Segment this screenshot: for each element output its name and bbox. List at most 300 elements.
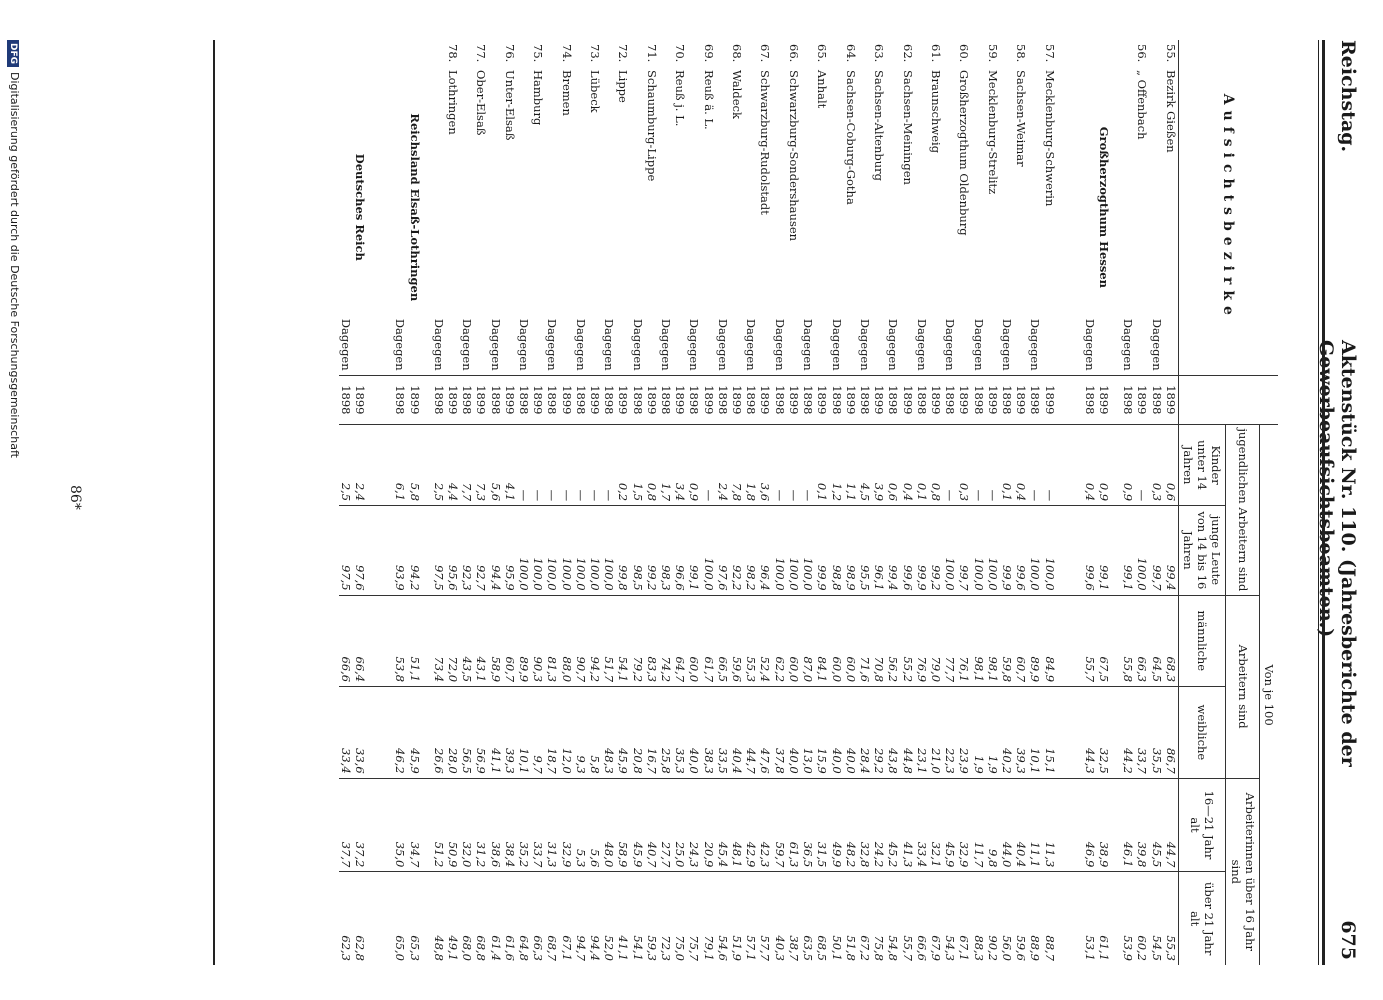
row-dagegen (744, 40, 758, 375)
row-value: 59,8 (1000, 595, 1014, 687)
row-name (872, 40, 886, 375)
dagegen-label: Dagegen (393, 318, 408, 371)
row-value: 98,3 (659, 506, 673, 595)
row-year: 1898 (858, 375, 872, 424)
row-gap (422, 40, 432, 965)
row-number: 58. (1014, 44, 1029, 63)
row-year: 1899 (673, 375, 687, 424)
row-value: 51,9 (730, 872, 744, 965)
row-value: 99,7 (957, 506, 971, 595)
row-dagegen (1149, 40, 1163, 375)
row-value: 67,2 (858, 872, 872, 965)
row-value: 23,1 (915, 687, 929, 779)
row-name (531, 40, 545, 375)
row-value: 95,6 (446, 506, 460, 595)
row-value: 100,0 (517, 506, 531, 595)
table-row (957, 40, 971, 965)
row-value: 4,1 (503, 425, 517, 506)
col-year (1178, 375, 1278, 424)
table-row (588, 40, 602, 965)
row-value: 0,6 (1164, 425, 1179, 506)
row-name (701, 40, 715, 375)
row-value: 100,0 (574, 506, 588, 595)
row-label: Reichsland Elsaß-Lothringen (407, 113, 422, 302)
table-row (673, 40, 687, 965)
row-value: 65,3 (407, 872, 421, 965)
col-arbeiterinnen: Arbeiterinnen über 16 Jahr sind (1226, 778, 1259, 965)
row-value: 50,9 (446, 778, 460, 872)
row-value: — (1042, 425, 1056, 506)
row-value: 9,8 (986, 778, 1000, 872)
row-value: 100,0 (943, 506, 957, 595)
row-value: 66,6 (339, 595, 353, 687)
row-value: 0,4 (1014, 425, 1028, 506)
row-value: — (559, 425, 573, 506)
row-dagegen (488, 40, 502, 375)
row-label: Ober-Elsaß (474, 70, 489, 136)
row-value: 31,2 (474, 778, 488, 872)
row-value: 100,0 (1135, 506, 1149, 595)
row-label: Sachsen-Meiningen (900, 70, 915, 185)
row-number: 60. (957, 44, 972, 63)
row-name (407, 40, 421, 375)
row-value: — (574, 425, 588, 506)
table-row (407, 40, 421, 965)
row-number: 63. (872, 44, 887, 63)
row-dagegen (1028, 40, 1042, 375)
row-dagegen (971, 40, 985, 375)
row-value: 26,6 (432, 687, 446, 779)
row-value: 33,7 (531, 778, 545, 872)
dagegen-label: Dagegen (744, 318, 759, 371)
row-value: — (1135, 425, 1149, 506)
row-label: Schaumburg-Lippe (644, 70, 659, 182)
row-name (1164, 40, 1179, 375)
row-label: Braunschweig (928, 70, 943, 154)
col-arbeiter: Arbeitern sind (1226, 595, 1259, 778)
row-year: 1899 (1097, 375, 1111, 424)
table-row (602, 40, 616, 965)
row-year: 1898 (943, 375, 957, 424)
row-value: 40,2 (1000, 687, 1014, 779)
row-value: 76,9 (915, 595, 929, 687)
row-year: 1898 (488, 375, 502, 424)
row-value: 0,6 (886, 425, 900, 506)
row-dagegen (943, 40, 957, 375)
row-year: 1898 (1083, 375, 1097, 424)
row-value: 28,4 (858, 687, 872, 779)
row-label: Waldeck (730, 70, 745, 119)
table-row (687, 40, 701, 965)
row-label: Mecklenburg-Schwerin (1042, 70, 1057, 207)
row-value: 58,9 (616, 778, 630, 872)
row-value: 59,3 (645, 872, 659, 965)
row-value: 48,1 (730, 778, 744, 872)
row-value: 65,0 (393, 872, 407, 965)
row-value: 97,5 (432, 506, 446, 595)
row-value: 94,7 (574, 872, 588, 965)
row-value: 44,3 (1083, 687, 1097, 779)
row-value: 100,0 (1028, 506, 1042, 595)
row-value: 99,7 (1149, 506, 1163, 595)
row-label: Lübeck (588, 70, 603, 113)
row-year: 1899 (815, 375, 829, 424)
row-value: 42,9 (744, 778, 758, 872)
row-value: 72,0 (446, 595, 460, 687)
row-value: — (545, 425, 559, 506)
row-value: 31,3 (545, 778, 559, 872)
dagegen-label: Dagegen (687, 318, 702, 371)
row-value: — (588, 425, 602, 506)
row-value: 60,0 (687, 595, 701, 687)
row-number: 74. (559, 44, 574, 63)
row-name (986, 40, 1000, 375)
row-value: 90,3 (531, 595, 545, 687)
row-value: 67,5 (1097, 595, 1111, 687)
row-year: 1899 (1042, 375, 1056, 424)
table-row (744, 40, 758, 965)
row-value: 39,3 (503, 687, 517, 779)
table-row (1028, 40, 1042, 965)
row-value: 45,5 (1149, 778, 1163, 872)
digitization-footer (7, 40, 21, 458)
row-value: 53,8 (393, 595, 407, 687)
row-value: 68,3 (1164, 595, 1179, 687)
col-maennliche: männliche (1178, 595, 1226, 687)
row-value: 61,3 (787, 778, 801, 872)
row-number: 65. (815, 44, 830, 63)
row-value: 35,0 (393, 778, 407, 872)
row-label: Sachsen-Weimar (1014, 70, 1029, 167)
row-number: 77. (474, 44, 489, 63)
table-row (943, 40, 957, 965)
row-value: 56,0 (1000, 872, 1014, 965)
table-row (1121, 40, 1135, 965)
row-value: 18,7 (545, 687, 559, 779)
row-value: 37,8 (773, 687, 787, 779)
dfg-logo: DFG (7, 40, 19, 67)
row-value: 2,5 (432, 425, 446, 506)
row-label: Bremen (559, 70, 574, 116)
row-value: 99,2 (929, 506, 943, 595)
row-year: 1899 (407, 375, 421, 424)
row-value: 99,9 (1000, 506, 1014, 595)
row-value: 92,3 (460, 506, 474, 595)
row-value: 41,1 (616, 872, 630, 965)
row-year: 1898 (744, 375, 758, 424)
row-value: — (531, 425, 545, 506)
row-value: 99,9 (815, 506, 829, 595)
row-value: 88,0 (559, 595, 573, 687)
row-value: 29,2 (872, 687, 886, 779)
row-value: 67,9 (929, 872, 943, 965)
row-value: 40,0 (687, 687, 701, 779)
row-value: 100,0 (701, 506, 715, 595)
row-value: 0,1 (915, 425, 929, 506)
row-value: 40,4 (1014, 778, 1028, 872)
row-value: 99,6 (1014, 506, 1028, 595)
row-value: 47,6 (758, 687, 772, 779)
row-value: 49,9 (829, 778, 843, 872)
rule-top-thin (1318, 40, 1319, 965)
row-year: 1899 (353, 375, 367, 424)
row-value: 64,7 (673, 595, 687, 687)
row-value: 98,8 (829, 506, 843, 595)
row-value: — (986, 425, 1000, 506)
row-dagegen (886, 40, 900, 375)
page-number-bottom: 86* (67, 485, 83, 510)
row-value: 79,0 (929, 595, 943, 687)
table-row (815, 40, 829, 965)
row-value: 50,1 (829, 872, 843, 965)
row-value: 1,9 (971, 687, 985, 779)
row-dagegen (915, 40, 929, 375)
row-value: 86,7 (1164, 687, 1179, 779)
dagegen-label: Dagegen (630, 318, 645, 371)
table-row (393, 40, 407, 965)
row-value: 1,5 (630, 425, 644, 506)
row-dagegen (393, 40, 407, 375)
row-value: 44,0 (1000, 778, 1014, 872)
row-year: 1898 (773, 375, 787, 424)
row-year: 1898 (574, 375, 588, 424)
row-value: 45,9 (407, 687, 421, 779)
row-value: 34,7 (407, 778, 421, 872)
col-16-21: 16—21 Jahr alt (1178, 778, 1226, 872)
row-value: 66,6 (915, 872, 929, 965)
row-value: 38,3 (701, 687, 715, 779)
row-value: 100,0 (588, 506, 602, 595)
row-value: 6,1 (393, 425, 407, 506)
row-dagegen (1000, 40, 1014, 375)
row-value: 94,4 (588, 872, 602, 965)
row-name (1097, 40, 1111, 375)
row-value: 54,1 (630, 872, 644, 965)
row-value: 60,7 (1014, 595, 1028, 687)
row-value: 75,0 (673, 872, 687, 965)
row-value: 5,8 (588, 687, 602, 779)
row-value: — (517, 425, 531, 506)
row-year: 1899 (929, 375, 943, 424)
col-jugendliche: jugendlichen Arbeitern sind (1226, 425, 1259, 595)
col-kinder: Kinder unter 14 Jahren (1178, 425, 1226, 506)
row-year: 1899 (844, 375, 858, 424)
row-value: 67,1 (957, 872, 971, 965)
row-value: 44,7 (1164, 778, 1179, 872)
row-value: 98,1 (971, 595, 985, 687)
row-number: 62. (900, 44, 915, 63)
row-value: 32,9 (957, 778, 971, 872)
row-value: 61,1 (1097, 872, 1111, 965)
row-year: 1898 (886, 375, 900, 424)
footer-text: Digitalisierung gefördert durch die Deutsche Forschungsgemeinschaft (8, 72, 21, 458)
row-name (787, 40, 801, 375)
table-row (616, 40, 630, 965)
row-year: 1898 (460, 375, 474, 424)
row-value: 2,5 (339, 425, 353, 506)
row-name (844, 40, 858, 375)
row-value: 20,8 (630, 687, 644, 779)
dagegen-label: Dagegen (517, 318, 532, 371)
row-name (353, 40, 367, 375)
table-row (872, 40, 886, 965)
row-value: 100,0 (773, 506, 787, 595)
table-row (1042, 40, 1056, 965)
row-value: 31,5 (815, 778, 829, 872)
row-gap (367, 40, 393, 965)
row-value: 88,3 (971, 872, 985, 965)
row-year: 1898 (659, 375, 673, 424)
row-value: 89,9 (1028, 595, 1042, 687)
row-year: 1899 (588, 375, 602, 424)
row-number: 73. (588, 44, 603, 63)
row-value: 54,6 (716, 872, 730, 965)
row-name (559, 40, 573, 375)
row-label: Großherzogthum Hessen (1096, 126, 1111, 288)
row-year: 1899 (446, 375, 460, 424)
row-year: 1899 (986, 375, 1000, 424)
row-value: 37,2 (353, 778, 367, 872)
row-value: 54,3 (943, 872, 957, 965)
row-dagegen (773, 40, 787, 375)
table-row (787, 40, 801, 965)
row-value: 1,2 (829, 425, 843, 506)
row-value: 64,8 (517, 872, 531, 965)
row-year: 1899 (872, 375, 886, 424)
row-dagegen (602, 40, 616, 375)
row-value: 1,7 (659, 425, 673, 506)
table-row (545, 40, 559, 965)
row-value: 54,5 (1149, 872, 1163, 965)
row-value: 3,6 (758, 425, 772, 506)
row-value: 55,2 (900, 595, 914, 687)
row-name (446, 40, 460, 375)
row-value: 98,1 (986, 595, 1000, 687)
row-number: 76. (502, 44, 517, 63)
row-value: 20,9 (701, 778, 715, 872)
row-value: 60,2 (1135, 872, 1149, 965)
row-dagegen (829, 40, 843, 375)
row-name (815, 40, 829, 375)
row-value: 49,1 (446, 872, 460, 965)
dagegen-label: Dagegen (1121, 318, 1136, 371)
row-name (616, 40, 630, 375)
row-year: 1898 (687, 375, 701, 424)
rule-top (1322, 40, 1325, 965)
row-value: 33,6 (353, 687, 367, 779)
row-year: 1899 (787, 375, 801, 424)
row-value: 0,3 (1149, 425, 1163, 506)
row-value: 33,7 (1135, 687, 1149, 779)
row-number: 64. (843, 44, 858, 63)
row-value: — (943, 425, 957, 506)
table-row (915, 40, 929, 965)
table-row (1014, 40, 1028, 965)
row-label: „ Offenbach (1135, 70, 1150, 140)
row-value: 67,1 (559, 872, 573, 965)
table-row (1000, 40, 1014, 965)
row-year: 1899 (559, 375, 573, 424)
row-value: 15,9 (815, 687, 829, 779)
row-value: 43,8 (886, 687, 900, 779)
dagegen-label: Dagegen (573, 318, 588, 371)
row-number: 61. (928, 44, 943, 63)
row-value: 35,2 (517, 778, 531, 872)
table-row (716, 40, 730, 965)
row-number: 56. (1135, 44, 1150, 63)
dagegen-label: Dagegen (943, 318, 958, 371)
row-value: 100,0 (559, 506, 573, 595)
row-value: 59,6 (730, 595, 744, 687)
row-value: 10,1 (1028, 687, 1042, 779)
row-dagegen (432, 40, 446, 375)
row-value: 68,7 (545, 872, 559, 965)
row-value: 12,0 (559, 687, 573, 779)
table-row (574, 40, 588, 965)
row-name (474, 40, 488, 375)
table-body (339, 40, 1178, 965)
dagegen-label: Dagegen (715, 318, 730, 371)
row-value: 54,8 (886, 872, 900, 965)
row-year: 1899 (474, 375, 488, 424)
row-value: 61,7 (701, 595, 715, 687)
row-value: 97,5 (339, 506, 353, 595)
table-row (630, 40, 644, 965)
row-value: 40,4 (730, 687, 744, 779)
row-value: 33,4 (339, 687, 353, 779)
row-value: 5,6 (488, 425, 502, 506)
row-value: 72,3 (659, 872, 673, 965)
row-value: 56,2 (886, 595, 900, 687)
row-value: 57,7 (758, 872, 772, 965)
table-row (339, 40, 353, 965)
row-label: Lothringen (446, 70, 461, 135)
dagegen-label: Dagegen (829, 318, 844, 371)
row-value: 99,9 (915, 506, 929, 595)
row-value: 100,0 (531, 506, 545, 595)
row-year: 1898 (339, 375, 353, 424)
row-name (957, 40, 971, 375)
row-value: 88,9 (1028, 872, 1042, 965)
row-value: 60,0 (829, 595, 843, 687)
row-value: 46,1 (1121, 778, 1135, 872)
row-value: 63,5 (801, 872, 815, 965)
row-year: 1898 (971, 375, 985, 424)
row-value: 53,9 (1121, 872, 1135, 965)
table-row (1164, 40, 1179, 965)
row-value: 2,4 (716, 425, 730, 506)
header-left: Reichstag. (1337, 40, 1359, 153)
row-value: 97,6 (716, 506, 730, 595)
table-row (730, 40, 744, 965)
row-value: 35,5 (1149, 687, 1163, 779)
row-value: 57,1 (744, 872, 758, 965)
row-value: 75,8 (872, 872, 886, 965)
row-year: 1899 (616, 375, 630, 424)
row-number: 57. (1042, 44, 1057, 63)
row-dagegen (545, 40, 559, 375)
row-value: 0,1 (1000, 425, 1014, 506)
row-value: 53,1 (1083, 872, 1097, 965)
row-value: 83,3 (645, 595, 659, 687)
col-junge: junge Leute von 14 bis 16 Jahren (1178, 506, 1226, 595)
row-value: 1,9 (986, 687, 1000, 779)
row-label: Unter-Elsaß (502, 70, 517, 141)
row-value: 43,5 (460, 595, 474, 687)
row-year: 1899 (730, 375, 744, 424)
row-value: 99,4 (886, 506, 900, 595)
row-value: 98,2 (744, 506, 758, 595)
